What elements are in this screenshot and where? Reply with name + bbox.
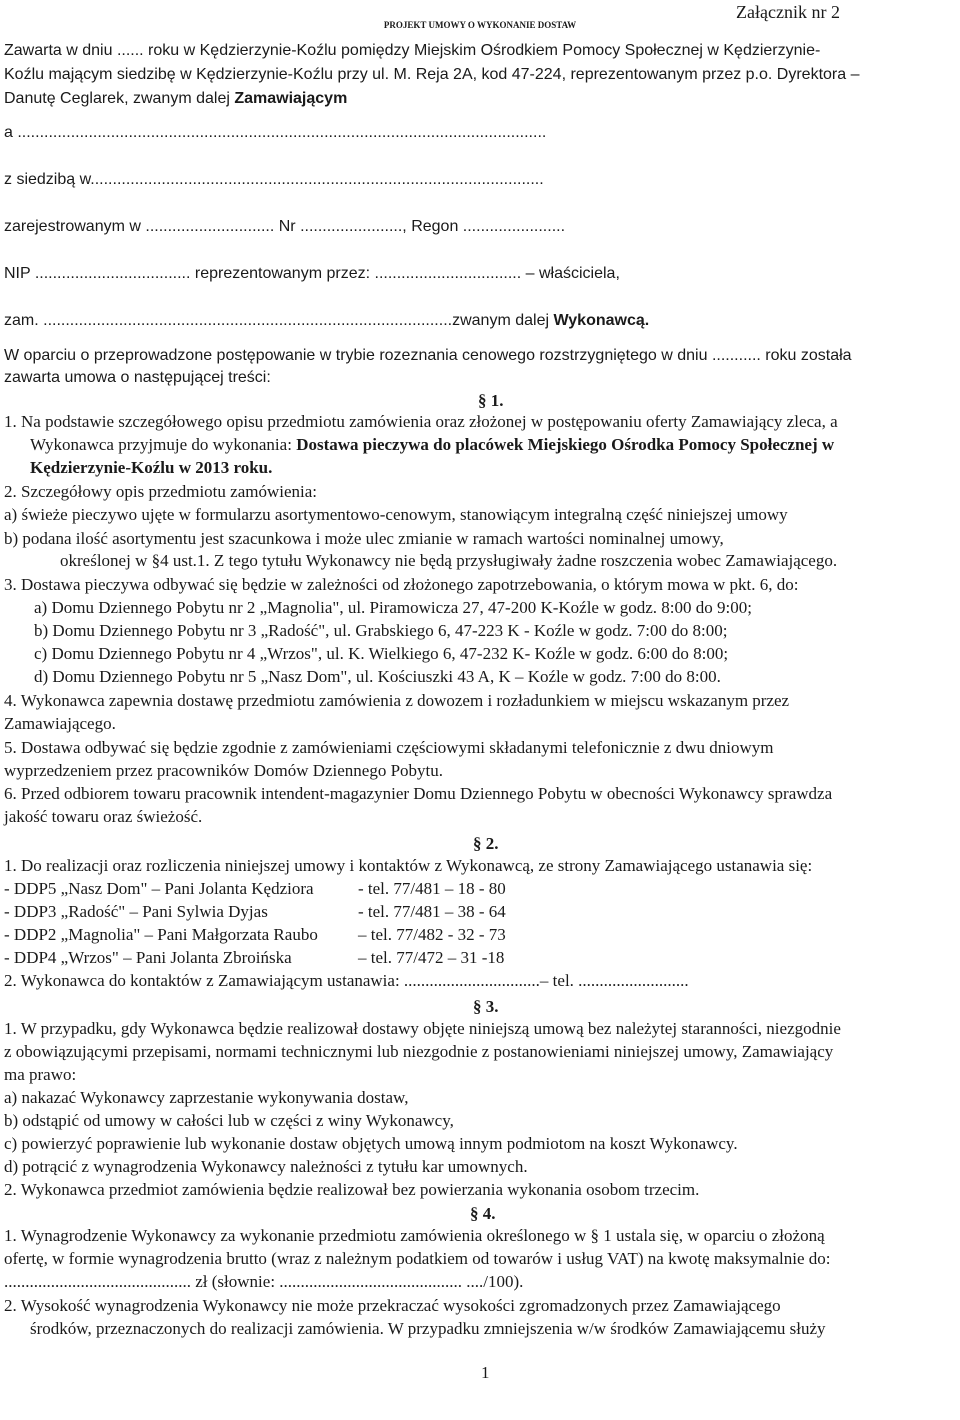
- s1-p2b-line-1: b) podana ilość asortymentu jest szacunkowa i może ulec zmianie w ramach wartości nominalnej umowy,: [4, 529, 724, 548]
- contact-row: [4, 926, 318, 943]
- s1-p3a: a) Domu Dziennego Pobytu nr 2 „Magnolia", ul. Piramowicza 27, 47-200 K-Koźle w godz. 8:00 do 9:00;: [34, 598, 752, 617]
- zamawiajacy-term: Zamawiającym: [234, 90, 348, 107]
- contact-row: [4, 949, 292, 966]
- contact-unit: - DDP2 „Magnolia" – Pani Małgorzata Raubo: [4, 925, 318, 944]
- basis-line-1: W oparciu o przeprowadzone postępowanie w trybie rozeznania cenowego rozstrzygniętego w dniu ........... roku została: [4, 347, 852, 364]
- contact-row: [4, 880, 314, 897]
- s1-p3c: c) Domu Dziennego Pobytu nr 4 „Wrzos", ul. K. Wielkiego 6, 47-232 K- Koźle w godz. 6:00 do 8:00;: [34, 644, 729, 663]
- s1-p6-line-2: jakość towaru oraz świeżość.: [4, 807, 203, 826]
- s3-pc: c) powierzyć poprawienie lub wykonanie dostaw objętych umową innym podmiotom na koszt Wykonawcy.: [4, 1134, 738, 1153]
- s1-p5-line-1: 5. Dostawa odbywać się będzie zgodnie z zamówieniami częściowymi składanymi telefonicznie z dwu dniowym: [4, 738, 774, 757]
- s1-p4-line-1: 4. Wykonawca zapewnia dostawę przedmiotu zamówienia z dowozem i rozładunkiem w miejscu wskazanym przez: [4, 691, 790, 710]
- contact-phone: - tel. 77/481 – 38 - 64: [358, 902, 506, 921]
- attachment-label: Załącznik nr 2: [736, 2, 840, 22]
- s1-p4-line-2: Zamawiającego.: [4, 714, 116, 733]
- section-1-heading: § 1.: [478, 391, 504, 410]
- s1-p5-line-2: wyprzedzeniem przez pracowników Domów Dziennego Pobytu.: [4, 761, 444, 780]
- s1-p3: 3. Dostawa pieczywa odbywać się będzie w zależności od złożonego zapotrzebowania, o którym mowa w pkt. 6, do:: [4, 575, 799, 594]
- s3-p2: 2. Wykonawca przedmiot zamówienia będzie realizował bez powierzania wykonania osobom trzecim.: [4, 1180, 700, 1199]
- contact-row: [4, 903, 268, 920]
- contractor-seat-field: z siedzibą w......................................................................................................: [4, 171, 544, 188]
- section-4-heading: § 4.: [470, 1204, 496, 1223]
- nip-field: NIP ................................... reprezentowanym przez: ................................. – właściciela,: [4, 265, 620, 282]
- registration-field: zarejestrowanym w ............................. Nr ......................., Regon .......................: [4, 218, 566, 235]
- contact-phone: - tel. 77/481 – 18 - 80: [358, 879, 506, 898]
- s1-p3d: d) Domu Dziennego Pobytu nr 5 „Nasz Dom", ul. Kościuszki 43 A, K – Koźle w godz. 7:00 do 8:00.: [34, 667, 721, 686]
- s4-p1-line-1: 1. Wynagrodzenie Wykonawcy za wykonanie przedmiotu zamówienia określonego w § 1 ustala się, w oparciu o złożoną: [4, 1226, 825, 1245]
- basis-line-2: zawarta umowa o następującej treści:: [4, 369, 271, 386]
- section-2-heading: § 2.: [473, 834, 499, 853]
- s1-p2a: a) świeże pieczywo ujęte w formularzu asortymentowo-cenowym, stanowiącym integralną część niniejszej umowy: [4, 505, 788, 524]
- s2-p2: 2. Wykonawca do kontaktów z Zamawiającym ustanawia: ................................– tel. ..........................: [4, 971, 689, 990]
- s3-pd: d) potrącić z wynagrodzenia Wykonawcy należności z tytułu kar umownych.: [4, 1157, 528, 1176]
- s1-p1-line-2: Wykonawca przyjmuje do wykonania: Dostawa pieczywa do placówek Miejskiego Ośrodka Pomocy Społecznej w: [30, 435, 835, 454]
- contractor-name-field: a .......................................................................................................................: [4, 124, 547, 141]
- parties-line-2: Koźlu mającym siedzibę w Kędzierzynie-Koźlu przy ul. M. Reja 2A, kod 47-224, reprezentowanym przez p.o. Dyrektora –: [4, 66, 860, 83]
- contact-unit: - DDP4 „Wrzos" – Pani Jolanta Zbroińska: [4, 948, 292, 967]
- s3-p1-line-3: ma prawo:: [4, 1065, 77, 1084]
- contact-phone: – tel. 77/472 – 31 -18: [358, 948, 505, 967]
- parties-line-1: Zawarta w dniu ...... roku w Kędzierzynie-Koźlu pomiędzy Miejskim Ośrodkiem Pomocy Społecznej w Kędzierzynie-: [4, 42, 821, 59]
- s4-p2-line-1: 2. Wysokość wynagrodzenia Wykonawcy nie może przekraczać wysokości zgromadzonych przez Zamawiającego: [4, 1296, 781, 1315]
- contact-unit: - DDP5 „Nasz Dom" – Pani Jolanta Kędziora: [4, 879, 314, 898]
- s2-p1: 1. Do realizacji oraz rozliczenia niniejszej umowy i kontaktów z Wykonawcą, ze strony Zamawiającego ustanawia się:: [4, 856, 813, 875]
- page-number: 1: [481, 1363, 490, 1382]
- s4-p1-line-3: ............................................ zł (słownie: ........................................... ..../100).: [4, 1272, 524, 1291]
- s1-p2b-line-2: określonej w §4 ust.1. Z tego tytułu Wykonawcy nie będą przysługiwały żadne roszczenia wobec Zamawiającego.: [60, 551, 838, 570]
- s3-p1-line-1: 1. W przypadku, gdy Wykonawca będzie realizował dostawy objęte niniejszą umową bez należytej staranności, niezgodnie: [4, 1019, 841, 1038]
- wykonawca-term: Wykonawcą.: [553, 312, 650, 329]
- s1-p2: 2. Szczegółowy opis przedmiotu zamówienia:: [4, 482, 317, 501]
- s4-p2-line-2: środków, przeznaczonych do realizacji zamówienia. W przypadku zmniejszenia w/w środków Zamawiającemu służy: [30, 1319, 826, 1338]
- address-field: zam. ............................................................................................zwanym dalej Wykonawcą.: [4, 312, 650, 329]
- s1-p1-line-1: 1. Na podstawie szczegółowego opisu przedmiotu zamówienia oraz złożonej w postępowaniu oferty Zamawiający zleca, a: [4, 412, 838, 431]
- s3-pb: b) odstąpić od umowy w całości lub w części z winy Wykonawcy,: [4, 1111, 454, 1130]
- s3-p1-line-2: z obowiązującymi przepisami, normami technicznymi lub niezgodnie z postanowieniami niniejszej umowy, Zamawiający: [4, 1042, 834, 1061]
- s1-p3b: b) Domu Dziennego Pobytu nr 3 „Radość", ul. Grabskiego 6, 47-223 K - Koźle w godz. 7:00 do 8:00;: [34, 621, 728, 640]
- document-title: PROJEKT UMOWY O WYKONANIE DOSTAW: [383, 20, 577, 30]
- s4-p1-line-2: ofertę, w formie wynagrodzenia brutto (wraz z należnym podatkiem od towarów i usług VAT) na kwotę maksymalnie do:: [4, 1249, 831, 1268]
- s1-p6-line-1: 6. Przed odbiorem towaru pracownik intendent-magazynier Domu Dziennego Pobytu w obecności Wykonawcy sprawdza: [4, 784, 833, 803]
- contact-phone: – tel. 77/482 - 32 - 73: [358, 925, 506, 944]
- s1-p1-line-3: Kędzierzynie-Koźlu w 2013 roku.: [30, 458, 273, 477]
- s3-pa: a) nakazać Wykonawcy zaprzestanie wykonywania dostaw,: [4, 1088, 409, 1107]
- contact-unit: - DDP3 „Radość" – Pani Sylwia Dyjas: [4, 902, 268, 921]
- parties-line-3: Danutę Ceglarek, zwanym dalej Zamawiającym: [4, 90, 348, 107]
- section-3-heading: § 3.: [473, 997, 499, 1016]
